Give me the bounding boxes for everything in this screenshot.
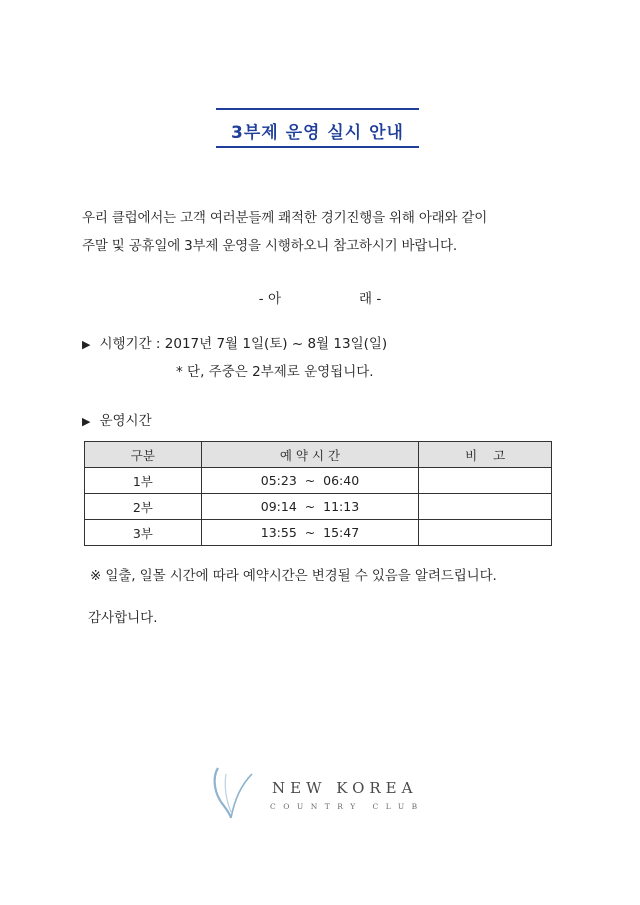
intro-line-2: 주말 및 공휴일에 3부제 운영을 시행하오니 참고하시기 바랍니다. <box>82 238 457 254</box>
table-row <box>85 520 552 546</box>
table-row <box>85 494 552 520</box>
period-item <box>82 332 387 352</box>
logo-name: NEW KOREA <box>272 779 418 797</box>
notice-marker-left: - 아 <box>258 291 281 307</box>
remarks-cell <box>419 468 552 494</box>
table-header-row <box>85 442 552 468</box>
triangle-bullet-icon: ▶ <box>82 415 91 428</box>
division-cell: 2부 <box>85 494 202 520</box>
hours-heading <box>82 409 152 429</box>
remarks-cell <box>419 520 552 546</box>
page-title: 3부제 운영 실시 안내 <box>231 123 404 143</box>
remarks-cell <box>419 494 552 520</box>
triangle-bullet-icon: ▶ <box>82 338 91 351</box>
period-text: 시행기간 : 2017년 7월 1일(토) ~ 8월 13일(일) <box>99 336 388 352</box>
title-box <box>216 108 419 148</box>
time-cell: 05:23 ~ 06:40 <box>201 468 419 494</box>
division-cell: 3부 <box>85 520 202 546</box>
notice-marker-right: 래 - <box>359 291 382 307</box>
time-cell: 09:14 ~ 11:13 <box>201 494 419 520</box>
logo-subtitle: COUNTRY CLUB <box>270 802 425 811</box>
footnote: ※ 일출, 일몰 시간에 따라 예약시간은 변경될 수 있음을 알려드립니다. <box>90 568 497 584</box>
closing-text: 감사합니다. <box>88 610 158 626</box>
weekday-note: * 단, 주중은 2부제로 운영됩니다. <box>176 364 374 380</box>
header-reservation-time: 예 약 시 간 <box>201 442 419 468</box>
time-cell: 13:55 ~ 15:47 <box>201 520 419 546</box>
notice-marker <box>0 287 640 307</box>
header-division: 구분 <box>85 442 202 468</box>
intro-line-1: 우리 클럽에서는 고객 여러분들께 쾌적한 경기진행을 위해 아래와 같이 <box>82 210 488 226</box>
division-cell: 1부 <box>85 468 202 494</box>
header-remarks: 비 고 <box>419 442 552 468</box>
table-row <box>85 468 552 494</box>
hours-label: 운영시간 <box>99 413 152 429</box>
schedule-table <box>84 441 552 546</box>
